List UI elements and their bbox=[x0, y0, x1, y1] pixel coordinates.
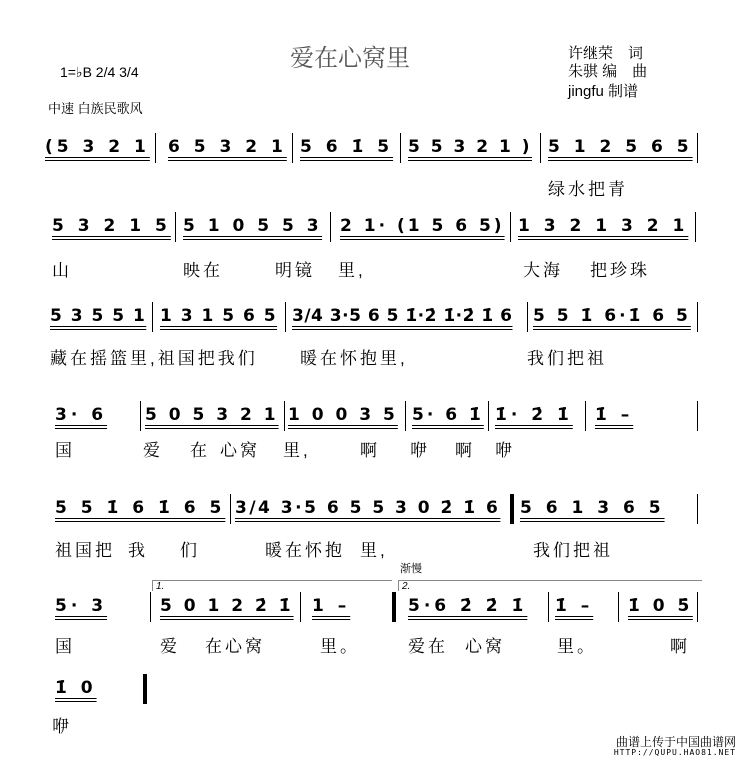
measure-notes: 5 0 1 2 2̇ 1̇ bbox=[160, 596, 294, 616]
lyric-text: 里, bbox=[283, 441, 311, 460]
lyric-text: 大海 bbox=[523, 261, 563, 280]
measure-notes: 5 5 1̇ 6·1̇ 6 5 bbox=[533, 306, 691, 326]
measure-notes: 5 3 2 1 5 bbox=[52, 216, 171, 236]
lyric-text: 暖在怀抱里, bbox=[300, 349, 408, 368]
barline bbox=[155, 133, 156, 163]
engraver-credit: jingfu 制谱 bbox=[568, 83, 639, 100]
measure-notes: 3/4 3·5 6 5 5 3 0 2̇ 1̇ 6 bbox=[235, 498, 501, 518]
barline bbox=[697, 302, 698, 332]
lyric-text: 在 bbox=[190, 441, 210, 460]
lyric-text: 山 bbox=[52, 261, 72, 280]
measure-notes: 5 0 5 3 2 1 bbox=[145, 405, 279, 425]
key-signature: 1=♭B 2/4 3/4 bbox=[60, 64, 139, 80]
measure-notes: 1̇ 0 bbox=[55, 678, 97, 698]
lyric-text: 心窝 bbox=[465, 637, 505, 656]
composer-credit: 朱骐 编 曲 bbox=[568, 63, 648, 80]
lyricist-credit: 许继荣 词 bbox=[568, 45, 644, 62]
lyric-text: 爱 bbox=[143, 441, 163, 460]
barline bbox=[695, 212, 696, 242]
lyric-text: 心窝 bbox=[220, 441, 260, 460]
barline bbox=[585, 401, 586, 431]
lyric-text: 映在 bbox=[183, 261, 223, 280]
barline bbox=[548, 592, 549, 622]
page-title: 爱在心窝里 bbox=[290, 44, 410, 72]
barline bbox=[400, 133, 401, 163]
barline bbox=[292, 133, 293, 163]
lyric-text: 明镜 bbox=[275, 261, 315, 280]
footer-url: HTTP://QUPU.HAO81.NET bbox=[613, 748, 736, 757]
measure-notes: 1̇ – bbox=[595, 405, 634, 425]
barline bbox=[300, 592, 301, 622]
lyric-text: 我们把祖 bbox=[527, 349, 607, 368]
measure-notes: 5·6 2̇ 2̇ 1̇ bbox=[408, 596, 528, 616]
measure-notes: 5 3 5 5 1 bbox=[50, 306, 147, 326]
barline bbox=[697, 133, 698, 163]
barline bbox=[140, 401, 141, 431]
measure-notes: 1 0 0 3 5 bbox=[288, 405, 398, 425]
measure-notes: 5 6 1 3 6 5 bbox=[520, 498, 665, 518]
barline bbox=[285, 302, 286, 332]
barline bbox=[143, 674, 147, 704]
barline bbox=[230, 494, 231, 524]
lyric-text: 藏在摇篮里,祖国把我们 bbox=[50, 349, 258, 368]
barline bbox=[618, 592, 619, 622]
lyric-text: 国 bbox=[55, 441, 75, 460]
barline bbox=[392, 592, 396, 622]
measure-notes: 1̇ – bbox=[555, 596, 594, 616]
measure-notes: 3/4 3·5 6 5 1̇·2̇ 1̇·2̇ 1̇ 6 bbox=[292, 306, 513, 326]
lyric-text: 里, bbox=[360, 541, 388, 560]
barline bbox=[697, 592, 698, 622]
measure-notes: 1 – bbox=[312, 596, 351, 616]
barline bbox=[510, 212, 511, 242]
lyric-text: 我 bbox=[128, 541, 148, 560]
footer-site-name: 曲谱上传于中国曲谱网 bbox=[615, 735, 736, 749]
measure-notes: 1 3 2 1 3 2 1 bbox=[518, 216, 689, 236]
lyric-text: 绿水把青 bbox=[548, 180, 628, 199]
volta-2: 2. bbox=[398, 580, 702, 591]
lyric-text: 咿 bbox=[410, 441, 430, 460]
lyric-text: 咿 bbox=[52, 717, 72, 736]
barline bbox=[152, 302, 153, 332]
lyric-text: 里。 bbox=[557, 637, 597, 656]
measure-notes: 1 3 1 5 6 5 bbox=[160, 306, 278, 326]
measure-notes: 6 5 3 2 1 bbox=[168, 137, 287, 157]
lyric-text: 咿 bbox=[495, 441, 515, 460]
barline bbox=[405, 401, 406, 431]
lyric-text: 里, bbox=[338, 261, 366, 280]
measure-notes: 1̇ 0 5̇ bbox=[628, 596, 693, 616]
tempo-marking: 中速 白族民歌风 bbox=[48, 101, 143, 116]
measure-notes: 5 5 1̇ 6 1̇ 6 5 bbox=[55, 498, 226, 518]
barline bbox=[150, 592, 151, 622]
lyric-text: 我们把祖 bbox=[533, 541, 613, 560]
measure-notes: 5 1 0 5 5 3 bbox=[183, 216, 323, 236]
lyric-text: 啊 bbox=[455, 441, 475, 460]
measure-notes: 5 5 3 2 1 ) bbox=[408, 137, 533, 157]
lyric-text: 们 bbox=[180, 541, 200, 560]
volta-1: 1. bbox=[152, 580, 392, 591]
lyric-text: 爱 bbox=[160, 637, 180, 656]
barline bbox=[510, 494, 514, 524]
measure-notes: 1̇· 2̇ 1̇ bbox=[495, 405, 573, 425]
barline bbox=[697, 494, 698, 524]
lyric-text: 暖在怀抱 bbox=[265, 541, 345, 560]
measure-notes: 2 1· (1 5 6 5) bbox=[340, 216, 505, 236]
barline bbox=[697, 401, 698, 431]
lyric-text: 国 bbox=[55, 637, 75, 656]
measure-notes: 5 6 1̇ 5 bbox=[300, 137, 394, 157]
lyric-text: 啊 bbox=[670, 637, 690, 656]
tempo-change: 渐慢 bbox=[400, 563, 422, 575]
measure-notes: 5 1 2 5 6 5 bbox=[548, 137, 693, 157]
barline bbox=[527, 302, 528, 332]
lyric-text: 祖国把 bbox=[55, 541, 115, 560]
measure-notes: 3· 6 bbox=[55, 405, 108, 425]
lyric-text: 在心窝 bbox=[205, 637, 265, 656]
measure-notes: 5· 6 1̇ bbox=[412, 405, 484, 425]
measure-notes: 5· 3 bbox=[55, 596, 108, 616]
lyric-text: 把珍珠 bbox=[590, 261, 650, 280]
barline bbox=[330, 212, 331, 242]
lyric-text: 里。 bbox=[320, 637, 360, 656]
barline bbox=[284, 401, 285, 431]
barline bbox=[540, 133, 541, 163]
lyric-text: 啊 bbox=[360, 441, 380, 460]
lyric-text: 爱在 bbox=[408, 637, 448, 656]
measure-notes: (5 3 2 1 bbox=[45, 137, 150, 157]
barline bbox=[488, 401, 489, 431]
barline bbox=[175, 212, 176, 242]
